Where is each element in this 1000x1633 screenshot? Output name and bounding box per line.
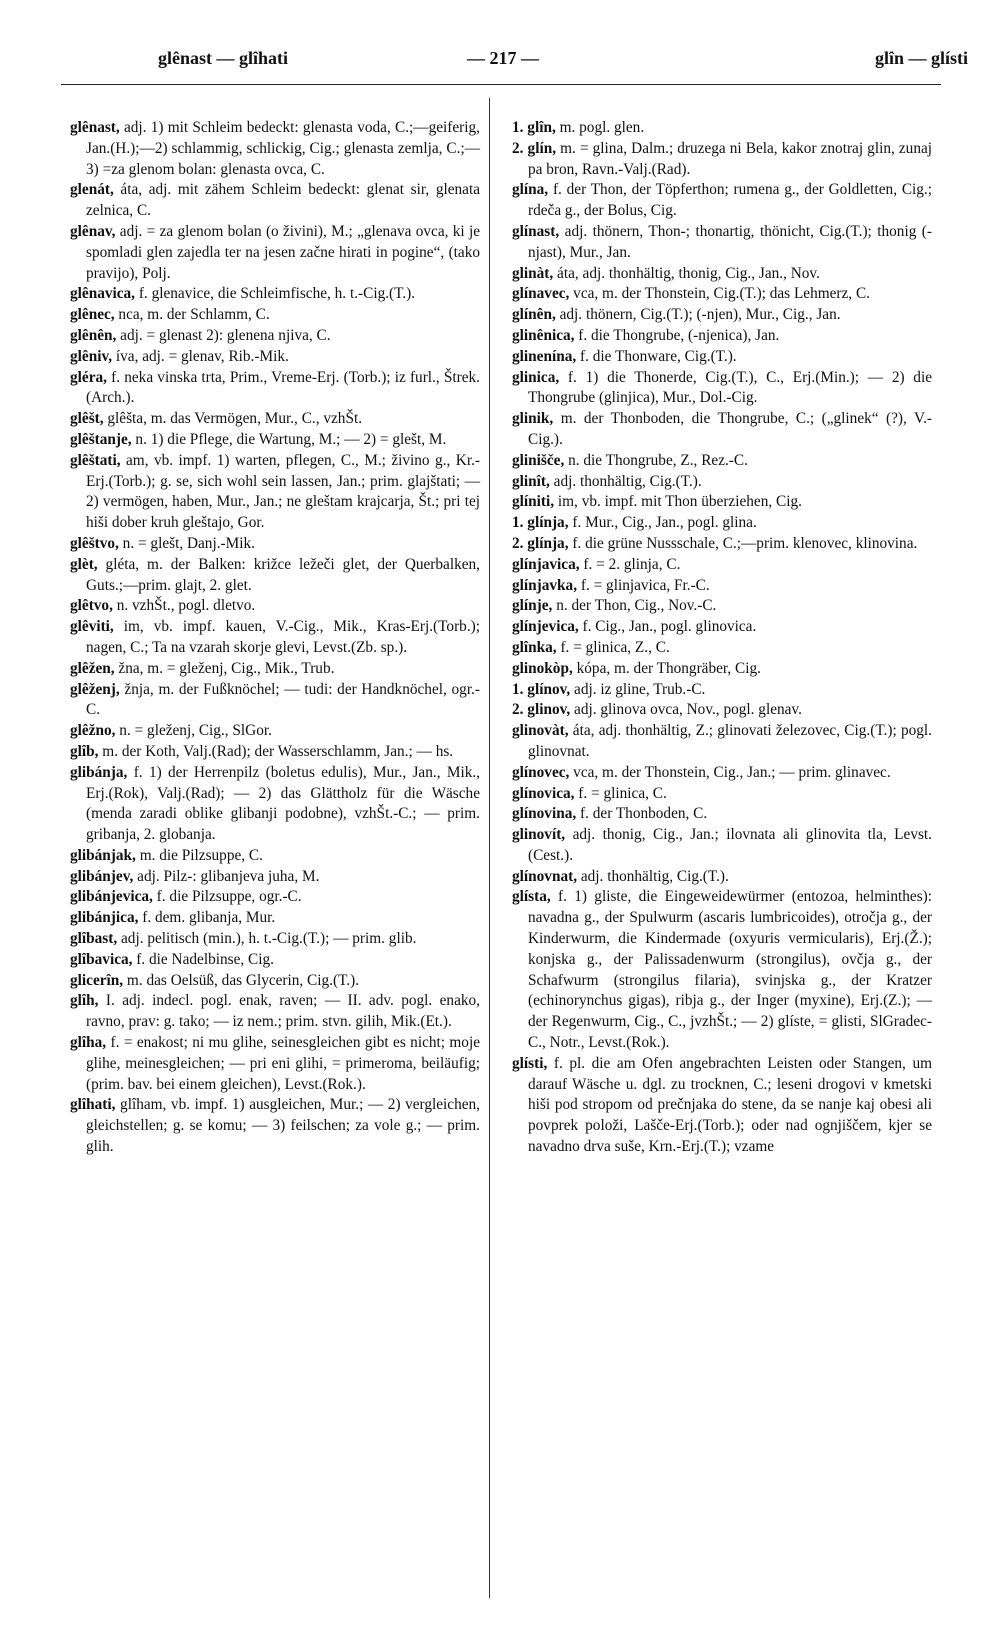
entry-definition: adj. glinova ovca, Nov., pogl. glenav. [570,701,802,719]
dictionary-entry [512,492,932,513]
dictionary-entry [70,118,480,180]
entry-headword: glinišče, [512,451,565,469]
entry-headword: glinovàt, [512,722,569,740]
dictionary-entry [70,305,480,326]
right-column [512,118,932,1158]
entry-headword: glínjavica, [512,555,580,573]
entry-headword: glínje, [512,597,553,615]
entry-definition: nca, m. der Schlamm, C. [114,306,270,324]
entry-headword: glísti, [512,1054,548,1072]
dictionary-entry [512,700,932,721]
dictionary-entry [70,430,480,451]
entry-headword: glinît, [512,472,550,490]
dictionary-entry [512,763,932,784]
entry-headword: 2. glínja, [512,534,569,552]
entry-definition: n. die Thongrube, Z., Rez.-C. [564,451,748,469]
entry-headword: glêžno, [70,722,116,740]
dictionary-entry [70,929,480,950]
dictionary-entry [70,555,480,597]
entry-definition: f. = 2. glinja, C. [579,555,681,573]
entry-definition: kópa, m. der Thongräber, Cig. [572,659,761,677]
entry-definition: áta, adj. mit zähem Schleim bedeckt: glenat sir, glenata zelnica, C. [86,181,480,220]
dictionary-entry [512,576,932,597]
entry-headword: glîbast, [70,930,118,948]
entry-headword: glenát, [70,181,114,199]
dictionary-entry [70,950,480,971]
dictionary-entry [512,617,932,638]
entry-definition: adj. = glenast 2): glenena njiva, C. [116,326,331,344]
entry-definition: m. die Pilzsuppe, C. [135,846,263,864]
page-number: — 217 — [467,48,539,68]
entry-definition: f. glenavice, die Schleimfische, h. t.-Cig.(T.). [135,285,416,303]
entry-headword: glèt, [70,555,98,573]
dictionary-entry [512,596,932,617]
entry-definition: glîham, vb. impf. 1) ausgleichen, Mur.; — 2) vergleichen, gleichstellen; g. se komu; — 3) feilschen; za vole g.; — prim. glih. [86,1096,480,1156]
entry-headword: glêženj, [70,680,120,698]
entry-headword: glinica, [512,368,560,386]
dictionary-entry [70,347,480,368]
dictionary-entry [70,763,480,846]
entry-definition: vca, m. der Thonstein, Cig.(T.); das Lehmerz, C. [569,285,870,303]
dictionary-entry [70,1095,480,1157]
dictionary-entry [512,887,932,1053]
entry-headword: glínjavka, [512,576,578,594]
dictionary-entry [512,721,932,763]
entry-headword: 1. glínov, [512,680,571,698]
entry-headword: glîbavica, [70,950,133,968]
header-right-guide-words: glîn — glísti [874,48,968,68]
dictionary-entry [70,721,480,742]
entry-definition: f. = glinica, C. [574,784,667,802]
entry-definition: adj. pelitisch (min.), h. t.-Cig.(T.); — prim. glib. [117,930,417,948]
dictionary-entry [512,513,932,534]
dictionary-entry [70,680,480,722]
dictionary-entry [512,1054,932,1158]
dictionary-entry [512,534,932,555]
dictionary-entry [512,284,932,305]
entry-definition: m. das Oelsüß, das Glycerin, Cig.(T.). [123,971,360,989]
dictionary-entry [70,368,480,410]
dictionary-entry [512,118,932,139]
entry-definition: adj. 1) mit Schleim bedeckt: glenasta voda, C.;—geiferig, Jan.(H.);—2) schlammig, schlickig, Cig.; glenasta zemlja, C.;—3) =za glenom bolan: glenasta ovca, C. [86,119,480,178]
dictionary-entry [512,638,932,659]
dictionary-entry [70,451,480,534]
entry-headword: glinokòp, [512,659,573,677]
entry-headword: glínovnat, [512,867,578,885]
entry-definition: im, vb. impf. mit Thon überziehen, Cig. [554,493,802,511]
entry-headword: glinovít, [512,826,566,844]
dictionary-entry [70,180,480,222]
dictionary-entry [70,617,480,659]
entry-headword: glibánja, [70,763,128,781]
entry-headword: glêštanje, [70,430,132,448]
entry-definition: adj. = za glenom bolan (o živini), M.; „glenava ovca, ki je spomladi glen zajedla ter na jesen začne hirati in pogine“, (tako pravijo), Polj. [86,222,480,282]
entry-headword: 1. glínja, [512,514,569,532]
entry-headword: glínjevica, [512,618,579,636]
dictionary-entry [70,887,480,908]
dictionary-entry [70,971,480,992]
dictionary-entry [512,659,932,680]
page-header [158,48,968,76]
dictionary-entry [512,472,932,493]
entry-headword: glínovina, [512,805,577,823]
entry-definition: m. = glina, Dalm.; druzega ni Bela, kakor znotraj glin, zunaj pa bron, Ravn.-Valj.(Rad). [528,139,933,178]
entry-headword: glîha, [70,1034,107,1052]
entry-headword: glínên, [512,306,556,324]
entry-definition: f. Mur., Cig., Jan., pogl. glina. [568,514,757,532]
left-column [70,118,480,1158]
dictionary-entry [512,180,932,222]
entry-headword: glinenína, [512,347,577,365]
dictionary-entry [70,991,480,1033]
column-divider [489,98,490,1598]
entry-definition: f. pl. die am Ofen angebrachten Leisten oder Stangen, um darauf Wäsche u. dgl. zu trocknen, C.; leseni drogovi v kmetski hiši pod stropom od prečnjaka do stene, da se nanje kaj obesi ali povprek položi, Lašče-Erj.(Torb.); oder nad ognjiščem, kjer se navadno drva suše, Krn.-Erj.(T.); vzame [528,1054,932,1156]
entry-definition: glêšta, m. das Vermögen, Mur., C., vzhŠt. [103,410,363,428]
entry-definition: n. vzhŠt., pogl. dletvo. [112,597,256,615]
entry-headword: glênavica, [70,285,136,303]
entry-definition: f. 1) der Herrenpilz (boletus edulis), Mur., Jan., Mik., Erj.(Rok), Valj.(Rad); — 2) das Glättholz für die Wäsche (menda zaradi oblike glibanji podobne), vzhŠt.-C.; — prim. gribanja, 2. globanja. [86,763,480,844]
entry-definition: f. der Thon, der Töpferthon; rumena g., der Goldletten, Cig.; rdeča g., der Bolus, Cig. [528,181,932,220]
dictionary-entry [512,409,932,451]
dictionary-entry [70,742,480,763]
entry-definition: áta, adj. thonhältig, thonig, Cig., Jan., Nov. [553,264,820,282]
entry-definition: áta, adj. thonhältig, Z.; glinovati železovec, Cig.(T.); pogl. glinovnat. [528,722,932,760]
entry-definition: n. = glešt, Danj.-Mik. [118,534,255,552]
entry-definition: f. = glinica, Z., C. [556,638,670,656]
dictionary-entry [70,222,480,284]
entry-definition: im, vb. impf. kauen, V.-Cig., Mik., Kras-Erj.(Torb.); nagen, C.; Ta na vzarah skorje glevi, Levst.(Zb. sp.). [86,618,480,656]
dictionary-entry [512,784,932,805]
entry-headword: glêštvo, [70,534,119,552]
entry-definition: adj. thonhältig, Cig.(T.). [577,867,729,885]
entry-headword: glêviti, [70,618,114,636]
entry-headword: glêštati, [70,451,121,469]
entry-definition: f. neka vinska trta, Prim., Vreme-Erj. (Torb.); iz furl., Štrek.(Arch.). [86,368,480,407]
entry-definition: adj. thönern, Cig.(T.); (-njen), Mur., Cig., Jan. [555,306,841,324]
entry-headword: glísta, [512,888,551,906]
entry-headword: glicerîn, [70,971,124,989]
entry-definition: adj. Pilz-: glibanjeva juha, M. [133,867,320,885]
entry-definition: am, vb. impf. 1) warten, pflegen, C., M.; živino g., Kr.-Erj.(Torb.); g. se, sich wohl sein lassen, Jan.; prim. glajštati; — 2) vermögen, haben, Mur., Jan.; ne gleštam krajcarja, Št.; pri tej hiši dober kruh gleštajo, Gor. [86,451,480,532]
dictionary-entry [70,1033,480,1095]
entry-definition: f. 1) die Thonerde, Cig.(T.), C., Erj.(Min.); — 2) die Thongrube (glinjica), Mur., Dol.-Cig. [528,368,932,407]
entry-definition: f. die grüne Nussschale, C.;—prim. klenovec, klinovina. [568,534,918,552]
dictionary-entry [512,326,932,347]
dictionary-entry [70,326,480,347]
entry-definition: gléta, m. der Balken: križce ležeči glet, der Querbalken, Guts.;—prim. glajt, 2. glet. [86,555,480,594]
entry-headword: 2. glinov, [512,701,571,719]
entry-headword: glínovec, [512,763,570,781]
dictionary-entry [512,368,932,410]
entry-definition: f. dem. glibanja, Mur. [138,909,276,927]
entry-definition: f. die Thonware, Cig.(T.). [576,347,737,365]
dictionary-entry [70,846,480,867]
entry-headword: glína, [512,181,549,199]
dictionary-entry [512,825,932,867]
dictionary-entry [70,908,480,929]
entry-headword: glîh, [70,992,99,1010]
dictionary-entry [512,264,932,285]
entry-headword: glíniti, [512,493,555,511]
entry-headword: glînka, [512,638,557,656]
dictionary-entry [70,534,480,555]
entry-definition: adj. thonhältig, Cig.(T.). [549,472,702,490]
entry-definition: f. Cig., Jan., pogl. glinovica. [578,618,757,636]
dictionary-entry [70,596,480,617]
entry-definition: f. = enakost; ni mu glihe, seinesgleichen gibt es nicht; moje glihe, meinesgleichen; — pri eni glihi, = primeroma, beiläufig; (prim. bav. bei einem gleichen), Levst.(Rok.). [86,1034,480,1093]
entry-headword: glibánjev, [70,867,134,885]
entry-definition: f. die Nadelbinse, Cig. [132,950,274,968]
dictionary-entry [70,659,480,680]
dictionary-entry [512,222,932,264]
entry-headword: glinik, [512,410,554,428]
entry-definition: n. der Thon, Cig., Nov.-C. [552,597,717,615]
entry-definition: m. der Koth, Valj.(Rad); der Wasserschlamm, Jan.; — hs. [98,742,454,760]
entry-definition: I. adj. indecl. pogl. enak, raven; — II. adv. pogl. enako, ravno, prav: g. tako; — iz nem.; prim. stvn. gilih, Mik.(Et.). [86,992,480,1031]
dictionary-entry [512,305,932,326]
entry-headword: glinàt, [512,264,554,282]
dictionary-entry [512,555,932,576]
entry-headword: glinênica, [512,326,575,344]
entry-headword: glênast, [70,119,120,136]
entry-headword: glêniv, [70,347,113,365]
entry-headword: glêtvo, [70,597,113,615]
entry-headword: glêžen, [70,659,115,677]
entry-definition: f. = glinjavica, Fr.-C. [577,576,710,594]
entry-definition: f. 1) gliste, die Eingeweidewürmer (entozoa, helminthes): navadna g., der Spulwurm (ascaris lumbricoides), otročja g., der Kinderwurm, die Kindermade (oxyuris vermicularis), Erj.(Ž.); konjska g., der Palissadenwurm (strongilus), ovčja g., der Schafwurm (strongilus filaria), svinjska g., der Kratzer (echinorynchus gigas), ribja g., der Inger (myxine), Erj.(Z.); — der Regenwurm, Cig., C., jvzhŠt.; — 2) glíste, = glisti, SlGradec-C., Notr., Levst.(Rok.). [528,888,932,1052]
entry-definition: žnja, m. der Fußknöchel; — tudi: der Handknöchel, ogr.-C. [86,680,480,719]
dictionary-entry [512,867,932,888]
dictionary-entry [512,347,932,368]
entry-definition: adj. thonig, Cig., Jan.; ilovnata ali glinovita tla, Levst.(Cest.). [528,826,932,864]
entry-definition: f. die Pilzsuppe, ogr.-C. [152,888,302,906]
entry-definition: m. der Thonboden, die Thongrube, C.; („glinek“ (?), V.-Cig.). [528,410,932,448]
entry-definition: íva, adj. = glenav, Rib.-Mik. [112,347,289,365]
entry-headword: glibánjak, [70,846,136,864]
entry-headword: glínavec, [512,285,570,303]
entry-headword: glibánjica, [70,909,139,927]
entry-headword: glínovica, [512,784,575,802]
entry-definition: vca, m. der Thonstein, Cig., Jan.; — prim. glinavec. [569,763,891,781]
dictionary-entry [70,409,480,430]
entry-headword: glínast, [512,222,560,240]
dictionary-entry [512,139,932,181]
dictionary-entry [70,867,480,888]
entry-headword: glênav, [70,222,116,240]
dictionary-entry [512,680,932,701]
entry-definition: m. pogl. glen. [555,119,645,136]
entry-definition: žna, m. = gleženj, Cig., Mik., Trub. [114,659,335,677]
entry-headword: 2. glín, [512,139,557,157]
entry-definition: f. der Thonboden, C. [576,805,708,823]
entry-definition: n. 1) die Pflege, die Wartung, M.; — 2) = glešt, M. [131,430,447,448]
entry-definition: n. = gleženj, Cig., SlGor. [115,722,272,740]
dictionary-entry [70,284,480,305]
entry-headword: glênec, [70,306,115,324]
entry-headword: glênên, [70,326,117,344]
dictionary-entry [512,451,932,472]
header-left-guide-words: glênast — glîhati [158,48,289,68]
header-rule [61,84,941,85]
entry-headword: glîb, [70,742,99,760]
entry-headword: glêšt, [70,410,104,428]
entry-definition: f. die Thongrube, (-njenica), Jan. [574,326,780,344]
entry-headword: glîhati, [70,1096,116,1114]
entry-headword: glibánjevica, [70,888,153,906]
dictionary-entry [512,804,932,825]
entry-headword: 1. glîn, [512,119,556,136]
entry-headword: gléra, [70,368,107,386]
entry-definition: adj. thönern, Thon-; thonartig, thönicht, Cig.(T.); thonig (-njast), Mur., Jan. [528,222,932,261]
entry-definition: adj. iz gline, Trub.-C. [570,680,706,698]
